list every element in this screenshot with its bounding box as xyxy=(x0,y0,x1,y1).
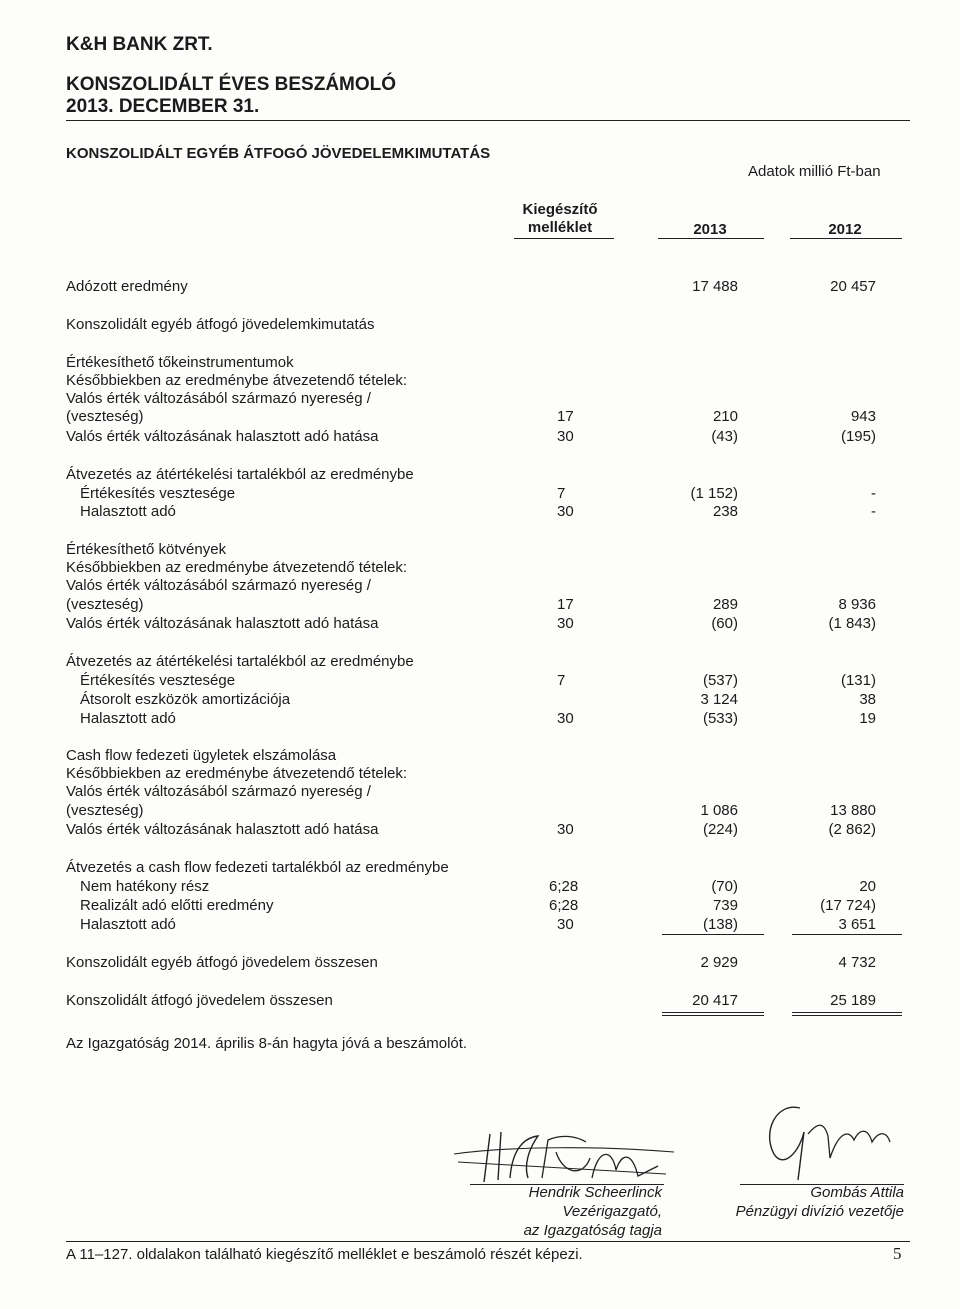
note-header-line1: Kiegészítő xyxy=(522,201,598,218)
table-row xyxy=(0,390,960,408)
row-note: 30 xyxy=(557,615,574,632)
table-row xyxy=(0,878,960,896)
report-title: KONSZOLIDÁLT ÉVES BESZÁMOLÓ xyxy=(66,74,397,95)
table-row xyxy=(0,596,960,614)
row-label: Valós érték változásából származó nyereség / xyxy=(66,783,371,800)
table-row xyxy=(0,710,960,728)
row-label: Valós érték változásának halasztott adó hatása xyxy=(66,615,379,632)
row-value-2013: 238 xyxy=(712,503,738,520)
row-label: Értékesítés vesztesége xyxy=(80,485,236,502)
table-row xyxy=(0,577,960,595)
year-2012-underline xyxy=(790,238,902,239)
table-row xyxy=(0,859,960,877)
row-note: 17 xyxy=(557,596,574,613)
row-value-2013: (224) xyxy=(702,821,738,838)
row-label: Valós érték változásából származó nyereség / xyxy=(66,577,371,594)
row-value-2012: 20 xyxy=(859,878,876,895)
row-value-2012: - xyxy=(871,485,876,502)
table-row xyxy=(0,765,960,783)
row-value-2012: 3 651 xyxy=(838,916,876,933)
row-note: 30 xyxy=(557,821,574,838)
row-label: Konszolidált egyéb átfogó jövedelemkimutatás xyxy=(66,316,375,333)
row-label: Átsorolt eszközök amortizációja xyxy=(80,691,291,708)
statement-title: KONSZOLIDÁLT EGYÉB ÁTFOGÓ JÖVEDELEMKIMUTATÁS xyxy=(66,145,491,162)
signatory-name: Hendrik Scheerlinck xyxy=(528,1184,662,1201)
row-label: Értékesítés vesztesége xyxy=(80,672,236,689)
row-label: Értékesíthető tőkeinstrumentumok xyxy=(66,354,294,371)
row-note: 30 xyxy=(557,503,574,520)
row-value-2012: - xyxy=(871,503,876,520)
table-row xyxy=(0,954,960,972)
row-label: (veszteség) xyxy=(66,802,144,819)
note-header-line2: melléklet xyxy=(527,219,593,236)
total-double-rule-2013 xyxy=(662,1012,764,1016)
table-row xyxy=(0,615,960,633)
table-row xyxy=(0,916,960,934)
row-label: Valós érték változásából származó nyereség / xyxy=(66,390,371,407)
row-label: Nem hatékony rész xyxy=(80,878,210,895)
row-value-2012: 4 732 xyxy=(838,954,876,971)
table-row xyxy=(0,485,960,503)
row-value-2012: 25 189 xyxy=(830,992,876,1009)
unit-label: Adatok millió Ft-ban xyxy=(748,163,881,180)
signatory-name: Gombás Attila xyxy=(810,1184,904,1201)
table-row xyxy=(0,278,960,296)
row-value-2012: (195) xyxy=(840,428,876,445)
row-label: Értékesíthető kötvények xyxy=(66,541,227,558)
row-value-2012: 20 457 xyxy=(830,278,876,295)
row-note: 30 xyxy=(557,710,574,727)
table-row xyxy=(0,466,960,484)
row-value-2013: (537) xyxy=(702,672,738,689)
note-column-header xyxy=(500,201,620,237)
table-row xyxy=(0,747,960,765)
subtotal-rule-2012 xyxy=(792,934,902,935)
subtotal-rule-2013 xyxy=(662,934,764,935)
row-label: Későbbiekben az eredménybe átvezetendő tételek: xyxy=(66,372,408,389)
signatory-ceo xyxy=(470,1183,662,1240)
table-row xyxy=(0,691,960,709)
row-value-2012: (17 724) xyxy=(820,897,876,914)
table-row xyxy=(0,783,960,801)
header-divider xyxy=(66,120,910,121)
signature-gombas xyxy=(748,1088,908,1184)
signatory-title-2: az Igazgatóság tagja xyxy=(523,1222,662,1239)
row-value-2012: 19 xyxy=(859,710,876,727)
row-label: (veszteség) xyxy=(66,408,144,425)
table-row xyxy=(0,559,960,577)
table-row xyxy=(0,821,960,839)
row-value-2013: 3 124 xyxy=(700,691,738,708)
table-row xyxy=(0,672,960,690)
row-value-2012: 38 xyxy=(859,691,876,708)
table-row xyxy=(0,372,960,390)
table-row xyxy=(0,802,960,820)
table-row xyxy=(0,653,960,671)
row-label: Halasztott adó xyxy=(80,916,176,933)
row-value-2013: 17 488 xyxy=(692,278,738,295)
report-date: 2013. DECEMBER 31. xyxy=(66,96,260,117)
row-value-2013: (533) xyxy=(702,710,738,727)
table-row xyxy=(0,316,960,334)
row-label: Későbbiekben az eredménybe átvezetendő tételek: xyxy=(66,765,408,782)
row-value-2013: 1 086 xyxy=(700,802,738,819)
row-label: Átvezetés az átértékelési tartalékból az eredménybe xyxy=(66,466,414,483)
row-note: 7 xyxy=(557,485,566,502)
row-label: Konszolidált átfogó jövedelem összesen xyxy=(66,992,333,1009)
row-value-2013: 739 xyxy=(712,897,738,914)
footer-divider xyxy=(66,1241,910,1242)
table-row xyxy=(0,354,960,372)
row-label: Átvezetés a cash flow fedezeti tartalékból az eredménybe xyxy=(66,859,449,876)
row-value-2013: (1 152) xyxy=(690,485,738,502)
row-label: Cash flow fedezeti ügyletek elszámolása xyxy=(66,747,337,764)
row-value-2012: 8 936 xyxy=(838,596,876,613)
note-header-underline xyxy=(514,238,614,239)
total-double-rule-2012 xyxy=(792,1012,902,1016)
row-label: Konszolidált egyéb átfogó jövedelem összesen xyxy=(66,954,378,971)
year-2012-header: 2012 xyxy=(828,221,862,238)
year-2013-underline xyxy=(658,238,764,239)
table-row xyxy=(0,541,960,559)
row-label: Valós érték változásának halasztott adó hatása xyxy=(66,428,379,445)
page-number: 5 xyxy=(893,1244,902,1263)
row-note: 7 xyxy=(557,672,566,689)
row-label: Adózott eredmény xyxy=(66,278,188,295)
row-label: (veszteség) xyxy=(66,596,144,613)
row-note: 30 xyxy=(557,428,574,445)
row-label: Realizált adó előtti eredmény xyxy=(80,897,274,914)
row-value-2013: 210 xyxy=(712,408,738,425)
row-label: Átvezetés az átértékelési tartalékból az eredménybe xyxy=(66,653,414,670)
row-value-2012: (1 843) xyxy=(828,615,876,632)
row-value-2012: (2 862) xyxy=(828,821,876,838)
row-note: 6;28 xyxy=(549,897,579,914)
row-value-2013: 2 929 xyxy=(700,954,738,971)
signatory-title: Pénzügyi divízió vezetője xyxy=(735,1203,904,1220)
footer-note: A 11–127. oldalakon található kiegészítő melléklet e beszámoló részét képezi. xyxy=(66,1246,583,1263)
row-label: Valós érték változásának halasztott adó hatása xyxy=(66,821,379,838)
table-row xyxy=(0,503,960,521)
signature-scheerlinck xyxy=(452,1112,682,1188)
row-value-2012: (131) xyxy=(840,672,876,689)
year-2013-header: 2013 xyxy=(693,221,727,238)
row-label: Halasztott adó xyxy=(80,503,176,520)
row-note: 6;28 xyxy=(549,878,579,895)
table-row xyxy=(0,428,960,446)
row-value-2013: (43) xyxy=(711,428,738,445)
row-label: Halasztott adó xyxy=(80,710,176,727)
row-value-2012: 943 xyxy=(850,408,876,425)
row-value-2013: (60) xyxy=(711,615,738,632)
signatory-cfo xyxy=(700,1183,904,1221)
row-value-2013: (138) xyxy=(702,916,738,933)
approval-statement: Az Igazgatóság 2014. április 8-án hagyta jóvá a beszámolót. xyxy=(66,1035,468,1052)
row-label: Későbbiekben az eredménybe átvezetendő tételek: xyxy=(66,559,408,576)
row-value-2013: (70) xyxy=(711,878,738,895)
row-note: 30 xyxy=(557,916,574,933)
table-row xyxy=(0,408,960,426)
row-value-2013: 20 417 xyxy=(692,992,738,1009)
row-note: 17 xyxy=(557,408,574,425)
company-name: K&H BANK ZRT. xyxy=(66,34,213,55)
table-row xyxy=(0,992,960,1010)
table-row xyxy=(0,897,960,915)
row-value-2012: 13 880 xyxy=(830,802,876,819)
row-value-2013: 289 xyxy=(712,596,738,613)
signatory-title: Vezérigazgató, xyxy=(562,1203,662,1220)
